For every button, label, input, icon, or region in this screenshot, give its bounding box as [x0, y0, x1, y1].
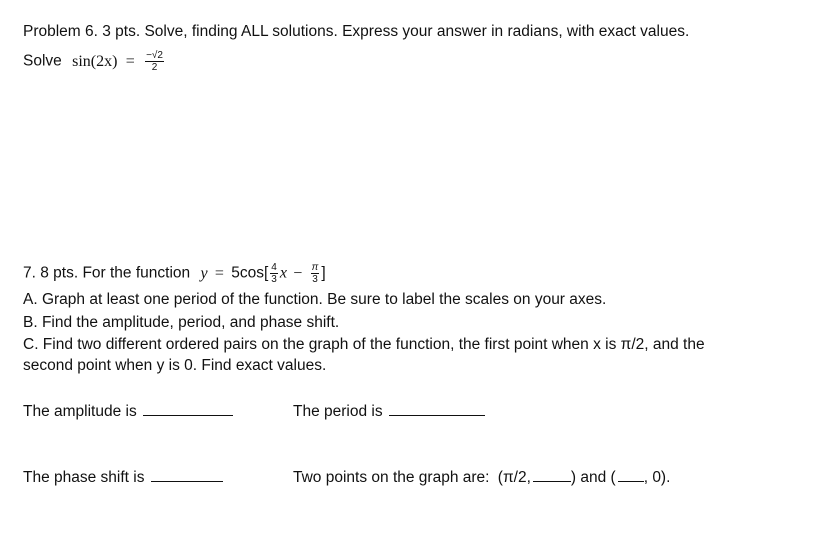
rhs-numerator: −√2	[146, 50, 163, 61]
amplitude-answer-blank[interactable]	[143, 401, 233, 416]
function-equals: =	[214, 264, 224, 282]
points-row	[293, 467, 670, 487]
part-b: B. Find the amplitude, period, and phase shift.	[23, 314, 340, 331]
function-close-bracket: ]	[321, 264, 326, 282]
shift-denominator: 3	[312, 274, 318, 285]
solve-label: Solve	[23, 52, 62, 70]
amplitude-label: The amplitude is	[23, 403, 137, 420]
coefficient-numerator: 4	[271, 262, 277, 273]
equation-lhs: sin(2x)	[72, 52, 118, 70]
function-minus: −	[293, 264, 303, 282]
period-answer-blank[interactable]	[389, 401, 485, 416]
phase-shift-answer-blank[interactable]	[151, 467, 223, 482]
phase-shift-label: The phase shift is	[23, 469, 145, 486]
problem-6-equation	[23, 50, 166, 73]
point-2-x-blank[interactable]	[618, 467, 644, 482]
equation-equals: =	[125, 52, 135, 70]
coefficient-denominator: 3	[271, 274, 277, 285]
coefficient-fraction	[270, 262, 278, 285]
part-c-line-2: second point when y is 0. Find exact values.	[23, 357, 327, 374]
shift-numerator: π	[311, 262, 319, 273]
point-1-y-blank[interactable]	[533, 467, 571, 482]
problem-7-header-line	[23, 262, 326, 285]
function-cos: 5cos[	[231, 264, 269, 282]
problem-7-header: 7. 8 pts. For the function	[23, 264, 191, 282]
and-text: and (	[580, 469, 616, 486]
rhs-denominator: 2	[151, 62, 158, 73]
shift-fraction	[311, 262, 320, 285]
period-label: The period is	[293, 403, 383, 420]
points-label: Two points on the graph are:	[293, 469, 490, 486]
point-1-close: )	[570, 469, 577, 486]
point-2-close: , 0).	[643, 469, 671, 486]
rhs-fraction	[145, 50, 164, 73]
point-1-open: (π/2,	[497, 469, 531, 486]
part-c-line-1: C. Find two different ordered pairs on the graph of the function, the first point when x is π/2, and the	[23, 336, 705, 353]
part-a: A. Graph at least one period of the function. Be sure to label the scales on your axes.	[23, 291, 607, 308]
amplitude-row	[23, 401, 233, 421]
function-x: x	[279, 264, 287, 282]
function-y: y	[200, 264, 208, 282]
problem-6-header: Problem 6. 3 pts. Solve, finding ALL solutions. Express your answer in radians, with exact values.	[23, 23, 690, 40]
phase-shift-row	[23, 467, 223, 487]
period-row	[293, 401, 485, 421]
